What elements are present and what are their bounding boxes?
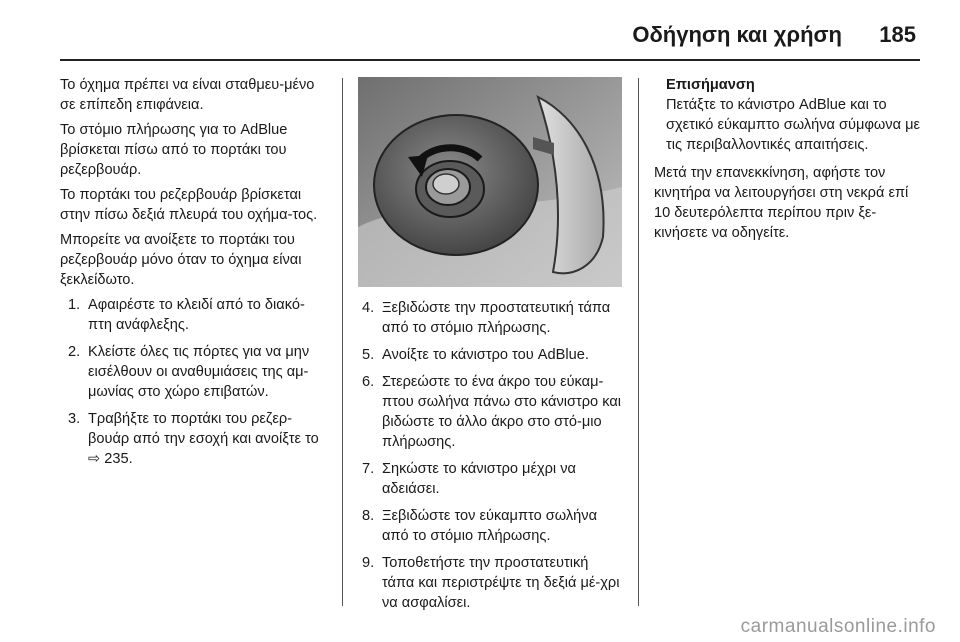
figure-svg: [358, 77, 622, 287]
step-text: Ξεβιδώστε την προστατευτική τάπα από το στόμιο πλήρωσης.: [382, 300, 611, 336]
steps-list: [362, 298, 624, 613]
steps-list: [68, 295, 328, 469]
list-item: [68, 342, 328, 402]
step-number: 4.: [362, 300, 375, 316]
step-text: Σηκώστε το κάνιστρο μέχρι να αδειάσει.: [382, 461, 576, 497]
list-item: [362, 506, 624, 546]
paragraph: Το όχημα πρέπει να είναι σταθμευ-μένο σε επίπεδη επιφάνεια.: [60, 77, 315, 113]
page-reference-arrow-icon[interactable]: ⇨: [88, 451, 101, 467]
step-text: Ανοίξτε το κάνιστρο του AdBlue.: [382, 347, 589, 363]
paragraph: Το πορτάκι του ρεζερβουάρ βρίσκεται στην πίσω δεξιά πλευρά του οχήμα-τος.: [60, 187, 318, 223]
step-text: Στερεώστε το ένα άκρο του εύκαμ-πτου σωλήνα πάνω στο κάνιστρο και βιδώστε το άλλο άκρο στο στό-μιο πλήρωσης.: [382, 374, 622, 450]
column-divider-left: [342, 78, 343, 606]
list-item: [362, 372, 624, 452]
list-item: [362, 459, 624, 499]
list-item: [362, 345, 624, 365]
step-number: 6.: [362, 374, 375, 390]
notice-box: [654, 75, 924, 155]
left-column: [60, 75, 328, 476]
step-number: 8.: [362, 508, 375, 524]
page-reference-link[interactable]: 235.: [104, 451, 133, 467]
step-number: 7.: [362, 461, 375, 477]
notice-text: Πετάξτε το κάνιστρο AdBlue και το σχετικό εύκαμπτο σωλήνα σύμφωνα με τις περιβαλλοντικές απαιτήσεις.: [666, 97, 921, 153]
cap-top: [433, 174, 459, 194]
step-text: Τοποθετήστε την προστατευτική τάπα και περιστρέψτε τη δεξιά μέ-χρι να ασφαλίσει.: [382, 555, 620, 611]
notice-title: Επισήμανση: [666, 77, 755, 93]
step-text: Τραβήξτε το πορτάκι του ρεζερ-βουάρ από την εσοχή και ανοίξτε το: [88, 411, 319, 447]
list-item: [362, 553, 624, 613]
column-divider-right: [638, 78, 639, 606]
paragraph: Το στόμιο πλήρωσης για το AdBlue βρίσκεται πίσω από το πορτάκι του ρεζερβουάρ.: [60, 122, 288, 178]
step-number: 1.: [68, 297, 81, 313]
paragraph: Μπορείτε να ανοίξετε το πορτάκι του ρεζερβουάρ μόνο όταν το όχημα είναι ξεκλείδωτο.: [60, 232, 302, 288]
list-item: [362, 298, 624, 338]
adblue-filler-cap-illustration: [358, 77, 622, 287]
header-rule: [60, 59, 920, 61]
middle-column: [362, 298, 624, 620]
page-number: 185: [879, 22, 916, 47]
watermark: carmanualsonline.info: [740, 616, 936, 637]
list-item: [68, 409, 328, 469]
step-number: 9.: [362, 555, 375, 571]
right-column: [654, 75, 924, 248]
page-header-title: Οδήγηση και χρήση: [632, 22, 842, 47]
step-number: 2.: [68, 344, 81, 360]
paragraph: Μετά την επανεκκίνηση, αφήστε τον κινητήρα να λειτουργήσει στη νεκρά επί 10 δευτερόλεπτα περίπου πριν ξε-κινήσετε να οδηγείτε.: [654, 165, 909, 241]
step-number: 3.: [68, 411, 81, 427]
step-number: 5.: [362, 347, 375, 363]
step-text: Ξεβιδώστε τον εύκαμπτο σωλήνα από το στόμιο πλήρωσης.: [382, 508, 598, 544]
step-text: Αφαιρέστε το κλειδί από το διακό-πτη ανάφλεξης.: [88, 297, 305, 333]
step-text: Κλείστε όλες τις πόρτες για να μην εισέλθουν οι αναθυμιάσεις της αμ-μωνίας στο χώρο επιβατών.: [88, 344, 310, 400]
list-item: [68, 295, 328, 335]
